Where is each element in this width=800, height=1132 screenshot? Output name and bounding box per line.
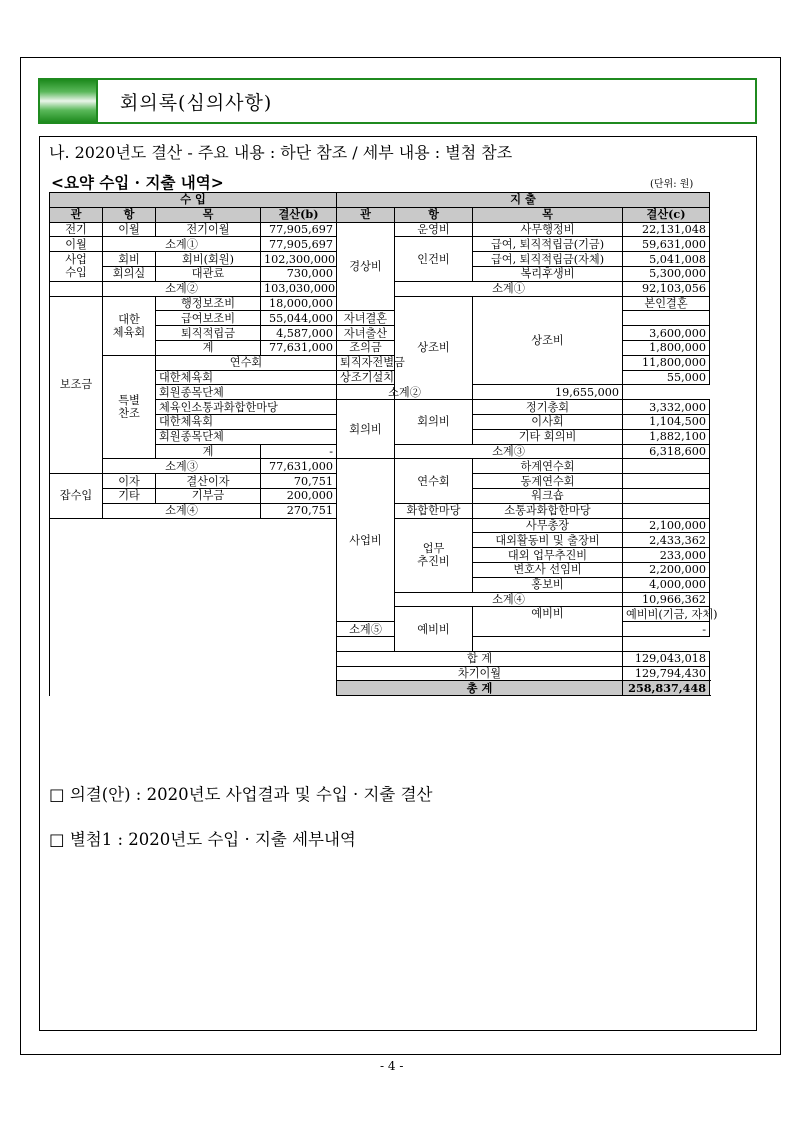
- cell: 업무 추진비: [395, 518, 473, 592]
- cell: 체육인소통과화합한마당: [156, 400, 337, 415]
- col-gwan: 관: [337, 207, 395, 222]
- expense-header: 지 출: [337, 193, 710, 208]
- cell: 소계③: [395, 444, 623, 459]
- cell: 소계①: [103, 237, 261, 252]
- cell: 사무행정비: [473, 222, 623, 237]
- cell: [623, 459, 710, 474]
- cell: 결산이자: [156, 474, 261, 489]
- cell: 11,800,000: [623, 355, 710, 370]
- cell: 이사회: [473, 414, 623, 429]
- income-empty-area: [50, 518, 337, 696]
- cell: 77,905,697: [261, 222, 337, 237]
- cell: 대한 체육회: [103, 296, 156, 355]
- cell: 소계⑤: [337, 622, 395, 637]
- cell: 4,587,000: [261, 326, 337, 341]
- col-hang: 항: [395, 207, 473, 222]
- cell: 대외활동비 및 출장비: [473, 533, 623, 548]
- cell: 730,000: [261, 266, 337, 281]
- header-green-block: [40, 80, 98, 122]
- cell: 인건비: [395, 237, 473, 281]
- cell: -: [623, 622, 710, 637]
- section-heading: 나. 2020년도 결산 - 주요 내용 : 하단 참조 / 세부 내용 : 별첨 참조: [49, 143, 513, 162]
- cell: 화합한마당: [395, 503, 473, 518]
- cell: 77,631,000: [261, 340, 337, 355]
- cell: [623, 311, 710, 326]
- cell: 상조비: [473, 296, 623, 385]
- cell: 전기이월: [156, 222, 261, 237]
- cell: 운영비: [395, 222, 473, 237]
- cell: [337, 636, 473, 651]
- cell: 회의비: [337, 400, 395, 459]
- attachment-note: □ 별첨1 : 2020년도 수입 · 지출 세부내역: [49, 830, 356, 849]
- cell: 3,600,000: [623, 326, 710, 341]
- cell: 102,300,000: [261, 252, 337, 267]
- cell: 급여보조비: [156, 311, 261, 326]
- cell: 기타: [103, 488, 156, 503]
- income-gwan-carryover-1: 전기: [50, 222, 103, 237]
- unit-note: (단위: 원): [650, 179, 694, 190]
- income-total-label: 총 계: [337, 681, 623, 696]
- cell: 퇴직자전별금: [337, 355, 395, 370]
- cell: 사무총장: [473, 518, 623, 533]
- cell: 55,044,000: [261, 311, 337, 326]
- resolution-note: □ 의결(안) : 2020년도 사업결과 및 수입 · 지출 결산: [49, 785, 433, 804]
- cell: 예비비: [395, 607, 473, 651]
- cell: 59,631,000: [623, 237, 710, 252]
- cell: 92,103,056: [623, 281, 710, 296]
- cell: 55,000: [623, 370, 710, 385]
- cell: 회의비: [395, 400, 473, 444]
- cell: 예비비(기금, 자체): [623, 607, 710, 622]
- cell: 연수회: [156, 355, 337, 370]
- cell: 소계①: [395, 281, 623, 296]
- cell: 1,800,000: [623, 340, 710, 355]
- cell: 급여, 퇴직적립금(자체): [473, 252, 623, 267]
- col-gwan: 관: [50, 207, 103, 222]
- cell: 복리후생비: [473, 266, 623, 281]
- cell: -: [261, 444, 337, 459]
- cell: 3,332,000: [623, 400, 710, 415]
- cell: 하계연수회: [473, 459, 623, 474]
- cell: 워크숍: [473, 488, 623, 503]
- cell: 소계②: [103, 281, 261, 296]
- cell: 200,000: [261, 488, 337, 503]
- cell: 계: [156, 444, 261, 459]
- cell: 회비: [103, 252, 156, 267]
- cell: 소계②: [337, 385, 473, 400]
- cell: 270,751: [261, 503, 337, 518]
- cell: 소계④: [103, 503, 261, 518]
- cell: 기타 회의비: [473, 429, 623, 444]
- cell: 사업 수입: [50, 252, 103, 282]
- cell: 조의금: [337, 340, 395, 355]
- cell: 경상비: [337, 222, 395, 311]
- cell: 대한체육회: [156, 370, 337, 385]
- cell: 1,104,500: [623, 414, 710, 429]
- cell: 2,200,000: [623, 562, 710, 577]
- cell: 정기총회: [473, 400, 623, 415]
- col-mok: 목: [156, 207, 261, 222]
- cell: 70,751: [261, 474, 337, 489]
- cell: 잡수입: [50, 474, 103, 518]
- cell: 5,300,000: [623, 266, 710, 281]
- cell: 22,131,048: [623, 222, 710, 237]
- cell: 행정보조비: [156, 296, 261, 311]
- cell: 대외 업무추진비: [473, 548, 623, 563]
- cell: 자녀결혼: [337, 311, 395, 326]
- cell: 동계연수회: [473, 474, 623, 489]
- income-gwan-carryover-2: 이월: [50, 237, 103, 252]
- cell: 본인결혼: [623, 296, 710, 311]
- cell: 103,030,000: [261, 281, 337, 296]
- col-hang: 항: [103, 207, 156, 222]
- sum-value: 129,043,018: [623, 651, 710, 666]
- cell: 소계④: [395, 592, 623, 607]
- cell: 4,000,000: [623, 577, 710, 592]
- col-mok: 목: [473, 207, 623, 222]
- cell: 회비(회원): [156, 252, 261, 267]
- sum-label: 합 계: [337, 651, 623, 666]
- cell: 홍보비: [473, 577, 623, 592]
- carryover-label: 차기이월: [337, 666, 623, 681]
- cell: [623, 503, 710, 518]
- cell: 보조금: [50, 296, 103, 474]
- cell: 2,100,000: [623, 518, 710, 533]
- carryover-value: 129,794,430: [623, 666, 710, 681]
- cell: 회원종목단체: [156, 385, 337, 400]
- income-total-value: 258,837,448: [623, 681, 710, 696]
- page-number: - 4 -: [380, 1059, 404, 1073]
- col-result-b: 결산(b): [261, 207, 337, 222]
- cell: 회의실: [103, 266, 156, 281]
- cell: 10,966,362: [623, 592, 710, 607]
- cell: [623, 474, 710, 489]
- cell: 대한체육회: [156, 414, 337, 429]
- header-box: [38, 78, 757, 124]
- cell: 상조기설치: [337, 370, 395, 385]
- cell: 특별 찬조: [103, 355, 156, 459]
- cell: 2,433,362: [623, 533, 710, 548]
- cell: 급여, 퇴직적립금(기금): [473, 237, 623, 252]
- income-header: 수 입: [50, 193, 337, 208]
- page-title: 회의록(심의사항): [120, 92, 273, 114]
- cell: 연수회: [395, 459, 473, 503]
- cell: 사업비: [337, 459, 395, 622]
- summary-title: <요약 수입 · 지출 내역>: [51, 173, 224, 192]
- cell: 이자: [103, 474, 156, 489]
- cell: 계: [156, 340, 261, 355]
- cell: 회원종목단체: [156, 429, 337, 444]
- cell: 1,882,100: [623, 429, 710, 444]
- cell: 기부금: [156, 488, 261, 503]
- cell: 자녀출산: [337, 326, 395, 341]
- cell: 18,000,000: [261, 296, 337, 311]
- cell: [473, 636, 623, 651]
- cell: [623, 488, 710, 503]
- col-result-c: 결산(c): [623, 207, 710, 222]
- cell: 77,905,697: [261, 237, 337, 252]
- cell: 퇴직적립금: [156, 326, 261, 341]
- cell: 5,041,008: [623, 252, 710, 267]
- cell: 상조비: [395, 296, 473, 400]
- cell: 예비비: [473, 607, 623, 637]
- cell: 233,000: [623, 548, 710, 563]
- cell: 77,631,000: [261, 459, 337, 474]
- cell: 대관료: [156, 266, 261, 281]
- cell: 이월: [103, 222, 156, 237]
- cell: [50, 281, 103, 296]
- cell: 6,318,600: [623, 444, 710, 459]
- income-expense-table: [49, 192, 718, 696]
- cell: 변호사 선임비: [473, 562, 623, 577]
- cell: 소통과화합한마당: [473, 503, 623, 518]
- cell: 소계③: [103, 459, 261, 474]
- cell: 19,655,000: [473, 385, 623, 400]
